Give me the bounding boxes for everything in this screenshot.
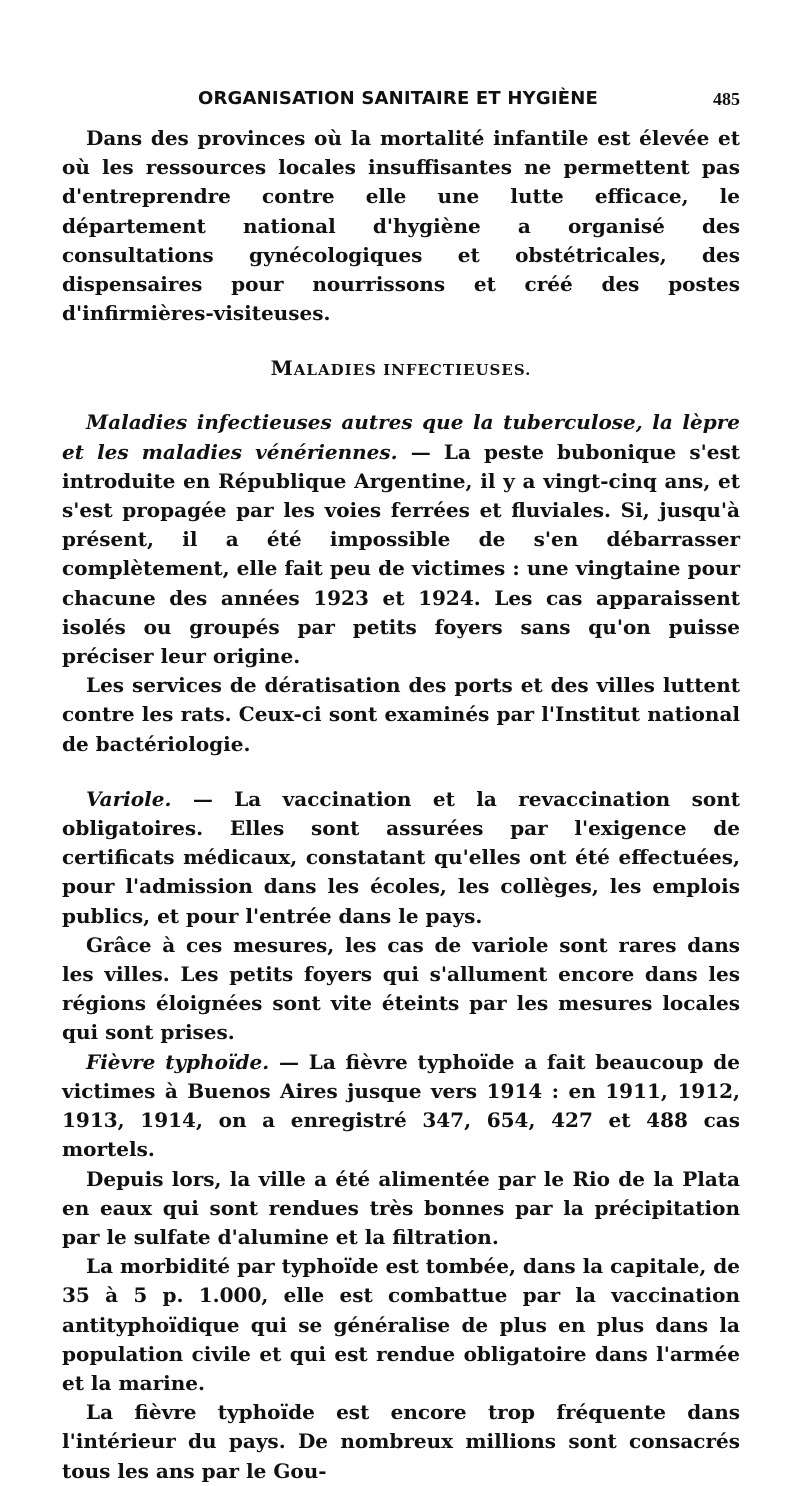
paragraph-plague-lead: Maladies infectieuses autres que la tuberculose, la lèpre et les maladies vénériennes.: [62, 410, 740, 464]
paragraph-plague-body: — La peste bubonique s'est introduite en République Argentine, il y a vingt-cinq ans, et s'est propagée par les voies ferrées et fluviales. Si, jusqu'à présent, il a été impossible de s'en débarrasser complètement, elle fait peu de victimes : une vingtaine pour chacune des années 1923 et 1924. Les cas apparaissent isolés ou groupés par petits foyers sans qu'on puisse préciser leur origine.: [62, 439, 740, 669]
paragraph-deratization: Les services de dératisation des ports et des villes luttent contre les rats. Ceux-ci sont examinés par l'Institut national de bactériologie.: [62, 673, 740, 756]
paragraph-water-supply: Depuis lors, la ville a été alimentée par le Rio de la Plata en eaux qui sont rendues très bonnes par la précipitation par le sulfate d'alumine et la filtration.: [62, 1166, 740, 1249]
paragraph-typhoid-lead: Fièvre typhoïde.: [86, 1049, 270, 1074]
paragraph-smallpox-lead: Variole.: [86, 786, 172, 811]
paragraph-smallpox: [62, 785, 740, 931]
paragraph-morbidity: La morbidité par typhoïde est tombée, dans la capitale, de 35 à 5 p. 1.000, elle est combattue par la vaccination antityphoïdique qui se généralise de plus en plus dans la population civile et qui est rendue obligatoire dans l'armée et la marine.: [62, 1254, 740, 1395]
running-title: ORGANISATION SANITAIRE ET HYGIÈNE: [198, 88, 598, 109]
page-number: 485: [713, 89, 740, 109]
paragraph-smallpox-measures: Grâce à ces mesures, les cas de variole sont rares dans les villes. Les petits foyers qui s'allument encore dans les régions éloignées sont vite éteints par les mesures locales qui sont prises.: [62, 932, 740, 1045]
paragraph-typhoid: [62, 1048, 740, 1165]
document-page: [62, 80, 740, 1486]
section-heading-initial: M: [270, 356, 294, 381]
paragraph-maternal-services: Dans des provinces où la mortalité infantile est élevée et où les ressources locales insuffisantes ne permettent pas d'entreprendre contre elle une lutte efficace, le département national d'hygiène a organisé des consultations gynécologiques et obstétricales, des dispensaires pour nourrissons et créé des postes d'infirmières-visiteuses.: [62, 126, 740, 326]
section-heading: [62, 356, 740, 380]
paragraph-gap: [62, 759, 740, 785]
paragraph-plague: [62, 408, 740, 671]
running-header: [62, 80, 740, 124]
paragraph-interior: La fièvre typhoïde est encore trop fréquente dans l'intérieur du pays. De nombreux millions sont consacrés tous les ans par le Gou-: [62, 1400, 740, 1483]
section-heading-rest: ALADIES INFECTIEUSES.: [293, 361, 532, 380]
paragraph-typhoid-body: — La fièvre typhoïde a fait beaucoup de victimes à Buenos Aires jusque vers 1914 : en 1911, 1912, 1913, 1914, on a enregistré 347, 654, 427 et 488 cas mortels.: [62, 1049, 740, 1162]
paragraph-smallpox-body: — La vaccination et la revaccination sont obligatoires. Elles sont assurées par l'exigence de certificats médicaux, constatant qu'elles ont été effectuées, pour l'admission dans les écoles, les collèges, les emplois publics, et pour l'entrée dans le pays.: [62, 786, 740, 928]
